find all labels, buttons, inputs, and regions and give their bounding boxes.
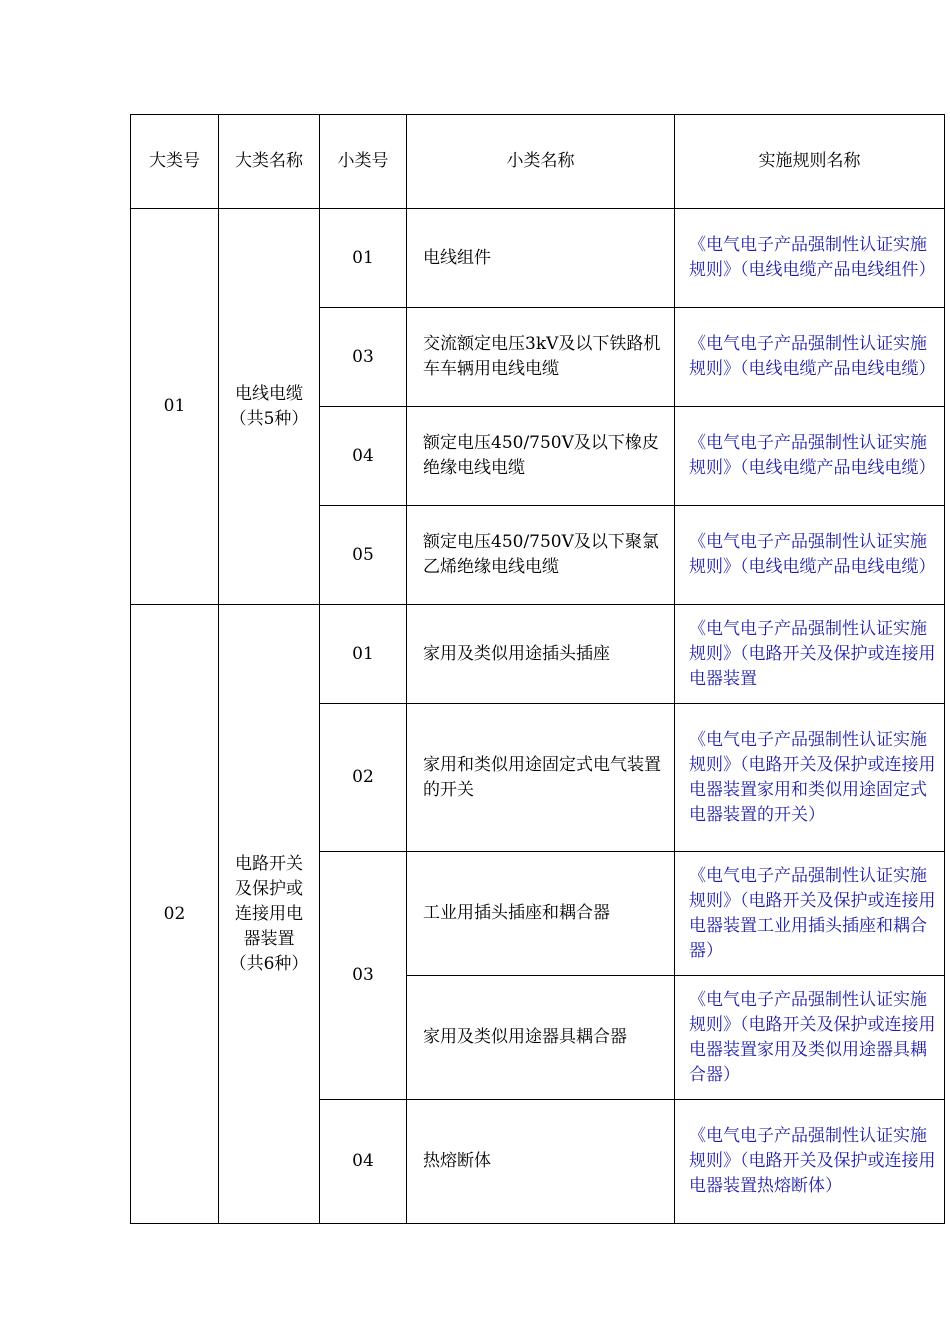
rule-name-cell: 《电气电子产品强制性认证实施规则》（电路开关及保护或连接用电器装置家用及类似用途器具耦合器） [675,976,945,1100]
minor-name-cell: 额定电压450/750V及以下聚氯乙烯绝缘电线电缆 [407,506,675,605]
header-minor-code: 小类号 [320,115,407,209]
rule-name-cell: 《电气电子产品强制性认证实施规则》（电线电缆产品电线电缆） [675,308,945,407]
rule-name-cell: 《电气电子产品强制性认证实施规则》（电线电缆产品电线电缆） [675,506,945,605]
rule-name-cell: 《电气电子产品强制性认证实施规则》（电路开关及保护或连接用电器装置 [675,605,945,704]
minor-name-cell: 交流额定电压3kV及以下铁路机车车辆用电线电缆 [407,308,675,407]
rule-name-cell: 《电气电子产品强制性认证实施规则》（电路开关及保护或连接用电器装置热熔断体） [675,1100,945,1224]
minor-code-cell: 03 [320,308,407,407]
rule-name-cell: 《电气电子产品强制性认证实施规则》（电路开关及保护或连接用电器装置工业用插头插座和耦合器） [675,852,945,976]
header-minor-name: 小类名称 [407,115,675,209]
major-name-cell: 电路开关及保护或连接用电器装置（共6种） [219,605,320,1224]
minor-name-cell: 家用及类似用途器具耦合器 [407,976,675,1100]
header-major-code: 大类号 [131,115,219,209]
minor-code-cell: 01 [320,605,407,704]
minor-code-cell: 03 [320,852,407,1100]
minor-name-cell: 家用及类似用途插头插座 [407,605,675,704]
table-row [131,605,945,704]
minor-name-cell: 家用和类似用途固定式电气装置的开关 [407,704,675,852]
header-major-name: 大类名称 [219,115,320,209]
minor-name-cell: 电线组件 [407,209,675,308]
major-code-cell: 02 [131,605,219,1224]
table-row [131,209,945,308]
minor-code-cell: 02 [320,704,407,852]
minor-code-cell: 04 [320,407,407,506]
rule-name-cell: 《电气电子产品强制性认证实施规则》（电路开关及保护或连接用电器装置家用和类似用途固定式电器装置的开关） [675,704,945,852]
minor-code-cell: 05 [320,506,407,605]
catalog-table [130,114,945,1224]
minor-code-cell: 01 [320,209,407,308]
minor-name-cell: 工业用插头插座和耦合器 [407,852,675,976]
minor-name-cell: 额定电压450/750V及以下橡皮绝缘电线电缆 [407,407,675,506]
minor-name-cell: 热熔断体 [407,1100,675,1224]
major-name-cell: 电线电缆（共5种） [219,209,320,605]
rule-name-cell: 《电气电子产品强制性认证实施规则》（电线电缆产品电线组件） [675,209,945,308]
header-row [131,115,945,209]
major-code-cell: 01 [131,209,219,605]
rule-name-cell: 《电气电子产品强制性认证实施规则》（电线电缆产品电线电缆） [675,407,945,506]
minor-code-cell: 04 [320,1100,407,1224]
header-rule-name: 实施规则名称 [675,115,945,209]
